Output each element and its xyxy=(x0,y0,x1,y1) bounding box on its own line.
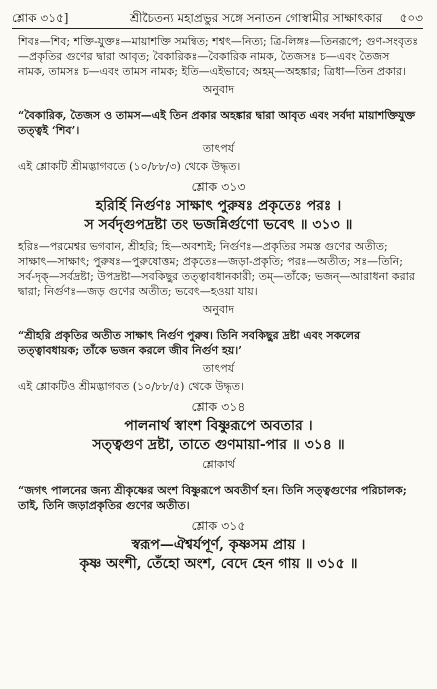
verse-label: শ্লোক ৩১৩ xyxy=(191,179,246,194)
chapter-title: শ্রীচৈতন্য মহাপ্রভুর সঙ্গে সনাতন গোস্বামীর সাক্ষাৎকার xyxy=(130,11,383,25)
verse-line: পালনার্থ স্বাংশ বিষ্ণুরূপে অবতার । xyxy=(124,418,313,434)
page-number: ৫০৩ xyxy=(399,11,423,25)
purport: এই শ্লোকটি শ্রীমদ্ভাগবতে (১০/৮৮/৩) থেকে উদ্ধৃত। xyxy=(18,160,241,173)
verse-line: স্বরূপ—ঐশ্বর্যপূর্ণ, কৃষ্ণসম প্রায় । xyxy=(131,537,306,553)
verse-line: স সর্বদৃগুপদ্রষ্টা তং ভজন্নির্গুণো ভবেৎ ॥ ৩১৩ ॥ xyxy=(84,217,353,233)
page-body xyxy=(18,34,419,681)
anubad-heading: অনুবাদ xyxy=(202,303,235,316)
verse-line: সত্ত্বগুণ দ্রষ্টা, তাতে গুণমায়া-পার ॥ ৩১৪ ॥ xyxy=(92,437,345,453)
verse-label: শ্লোক ৩১৫ xyxy=(191,518,246,533)
header-verse-range: শ্লোক ৩১৫] xyxy=(12,11,69,25)
translation: “জগৎ পালনের জন্য শ্রীকৃষ্ণের অংশ বিষ্ণুরূপে অবতীর্ণ হন। তিনি সত্ত্বগুণের পরিচালক; তাই, তিনি জড়াপ্রকৃতির গুণের অতীত। xyxy=(18,484,407,512)
verse-line: কৃষ্ণ অংশী, তেঁহো অংশ, বেদে হেন গায় ॥ ৩১৫ ॥ xyxy=(79,556,358,572)
header-rule xyxy=(12,28,423,29)
running-header xyxy=(12,8,423,28)
verse-label: শ্লোক ৩১৪ xyxy=(191,399,246,414)
anubad-heading: অনুবাদ xyxy=(202,83,235,96)
tatparya-heading: তাৎপর্য xyxy=(202,142,235,155)
translation: “বৈকারিক, তৈজস ও তামস—এই তিন প্রকার অহঙ্কার দ্বারা আবৃত এবং সর্বদা মায়াশক্তিযুক্ত তত্ত্বই ‘শিব’। xyxy=(18,109,416,137)
tatparya-heading: তাৎপর্য xyxy=(202,362,235,375)
translation: “শ্রীহরি প্রকৃতির অতীত সাক্ষাৎ নির্গুণ পুরুষ। তিনি সবকিছুর দ্রষ্টা এবং সকলের তত্ত্বাবধায়ক; তাঁকে ভজন করলে জীব নির্গুণ হয়।’ xyxy=(18,329,361,357)
word-meaning: শিবঃ—শিব; শক্তি-যুক্তঃ—মায়াশক্তি সমন্বিত; শশ্বৎ—নিত্য; ত্রি-লিঙ্গঃ—তিনরূপে; গুণ-সংবৃতঃ—প্রকৃতির গুণের দ্বারা আবৃত; বৈকারিকঃ—বৈকারিক নামক, তৈজসঃ চ—এবং তৈজস নামক, তামসঃ চ—এবং তামস নামক; ইতি—এইভাবে; অহম্—অহঙ্কার; ত্রিধা—তিন প্রকার। xyxy=(18,35,419,78)
word-meaning: হরিঃ—পরমেশ্বর ভগবান, শ্রীহরি; হি—অবশ্যই; নির্গুণঃ—প্রকৃতির সমস্ত গুণের অতীত; সাক্ষাৎ—সাক্ষাৎ; পুরুষঃ—পুরুষোত্তম; প্রকৃতেঃ—জড়া-প্রকৃতি; পরঃ—অতীত; সঃ—তিনি; সর্ব-দৃক্—সর্বদ্রষ্টা; উপদ্রষ্টা—সবকিছুর তত্ত্বাবধানকারী; তম্—তাঁকে; ভজন্—আরাধনা করার দ্বারা; নির্গুণঃ—জড় গুণের অতীত; ভবেৎ—হওয়া যায়। xyxy=(18,240,415,298)
verse-line: হরির্হি নির্গুণঃ সাক্ষাৎ পুরুষঃ প্রকৃতেঃ পরঃ । xyxy=(95,198,342,214)
shlokartha-heading: শ্লোকার্থ xyxy=(202,458,235,471)
purport: এই শ্লোকটিও শ্রীমদ্ভাগবত (১০/৮৮/৫) থেকে উদ্ধৃত। xyxy=(18,380,244,393)
